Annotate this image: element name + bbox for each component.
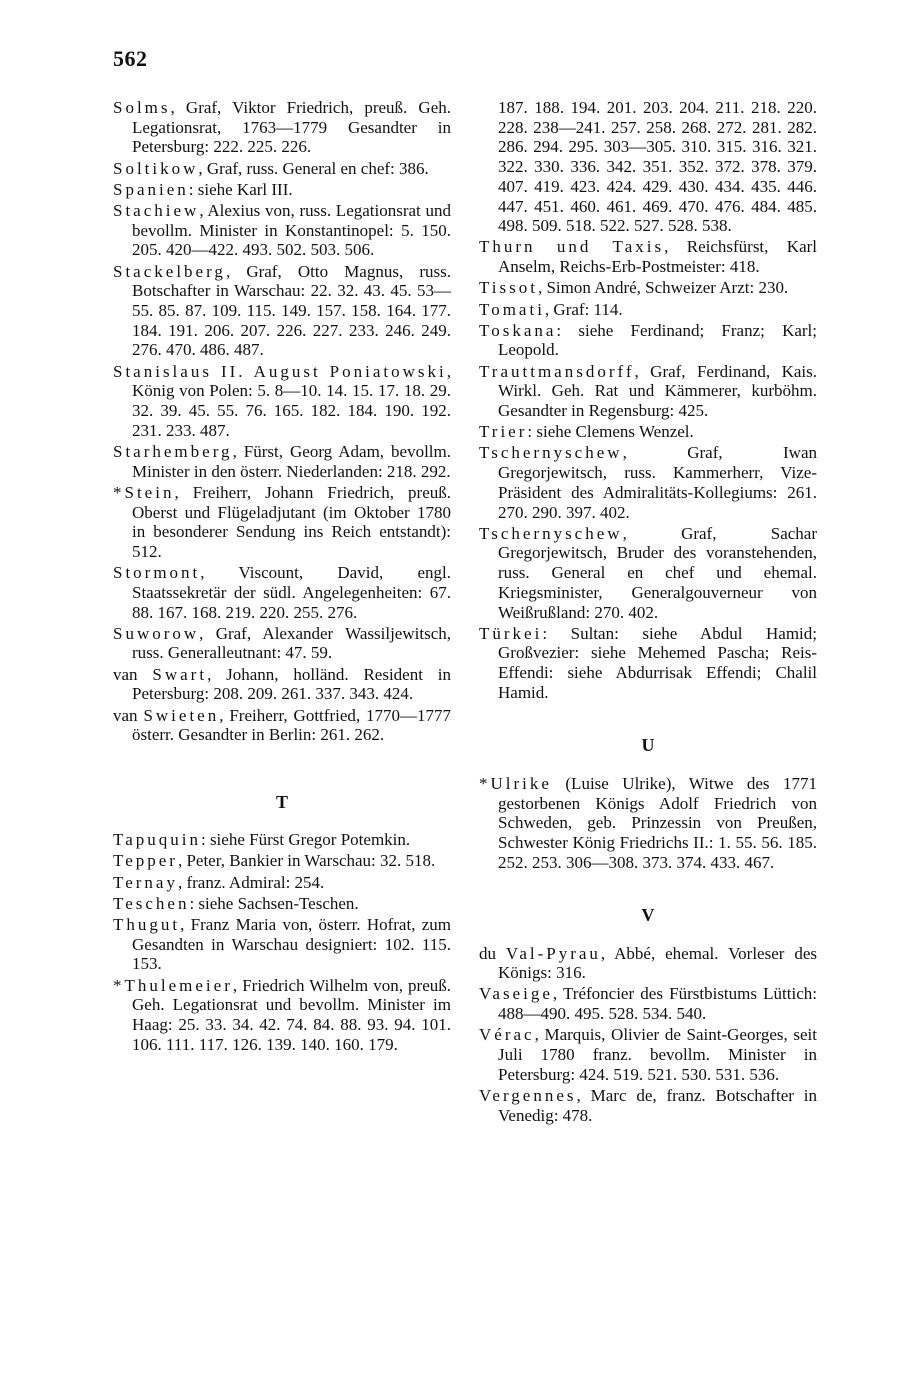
left-column bbox=[113, 98, 451, 1056]
entry-head: Tapuquin bbox=[113, 830, 201, 850]
entry-text: (Luise Ulrike), Witwe des 1771 gestorbenen Königs Adolf Friedrich von Schweden, geb. Prinzessin von Preußen, Schwester König Friedrichs II.: 1. 55. 56. 185. 252. 253. 306—308. 373. 374. 433. 467. bbox=[498, 773, 817, 872]
entry-head: Trauttmansdorff bbox=[479, 361, 635, 381]
entry-head: Teschen bbox=[113, 893, 190, 913]
index-entry bbox=[113, 442, 451, 481]
entry-head: Tschernyschew bbox=[479, 443, 623, 463]
entry-text: , Marquis, Olivier de Saint-Georges, seit Juli 1780 franz. bevollm. Minister in Petersburg: 424. 519. 521. 530. 531. 536. bbox=[498, 1025, 817, 1084]
index-entry bbox=[479, 300, 817, 320]
index-entry bbox=[113, 894, 451, 914]
entry-text: , Graf, Ferdinand, Kais. Wirkl. Geh. Rat und Kämmerer, kurböhm. Gesandter in Regensburg: 425. bbox=[498, 361, 817, 421]
continuation-text: 187. 188. 194. 201. 203. 204. 211. 218. 220. 228. 238—241. 257. 258. 268. 272. 281. 282. 286. 294. 295. 303—305. 310. 315. 316. 321. 322. 330. 336. 342. 351. 352. 372. 378. 379. 407. 419. 423. 424. 429. 430. 434. 435. 446. 447. 451. 460. 461. 469. 470. 476. 484. 485. 498. 509. 518. 522. 527. 528. 538. bbox=[498, 98, 817, 236]
index-entry bbox=[479, 443, 817, 522]
entry-text: , Franz Maria von, österr. Hofrat, zum Gesandten in Warschau designiert: 102. 115. 153. bbox=[132, 915, 451, 974]
index-entry bbox=[113, 706, 451, 745]
index-entry bbox=[479, 624, 817, 703]
index-entry bbox=[479, 278, 817, 298]
entry-head: Solms bbox=[113, 98, 171, 117]
entry-text: : siehe Ferdinand; Franz; Karl; Leopold. bbox=[498, 320, 817, 360]
entry-text: , Freiherr, Gottfried, 1770—1777 österr. Gesandter in Berlin: 261. 262. bbox=[132, 705, 452, 745]
index-entry bbox=[113, 665, 451, 704]
entry-text: , Peter, Bankier in Warschau: 32. 518. bbox=[177, 851, 436, 871]
entry-text: , Graf, Alexander Wassiljewitsch, russ. Generalleutnant: 47. 59. bbox=[132, 623, 451, 663]
entry-text: , König von Polen: 5. 8—10. 14. 15. 17. 18. 29. 32. 39. 45. 55. 76. 165. 182. 184. 190. 192. 231. 233. 487. bbox=[132, 361, 451, 440]
entry-head: Vérac bbox=[479, 1025, 535, 1045]
entry-text: , Freiherr, Johann Friedrich, preuß. Oberst und Flügeladjutant (im Oktober 1780 in besonderer Sendung ins Reich entstandt): 512. bbox=[132, 482, 451, 561]
entry-head: Val-Pyrau bbox=[505, 943, 601, 963]
entry-head: Trier bbox=[479, 422, 528, 442]
index-entry bbox=[479, 422, 817, 442]
entry-head: Ternay bbox=[113, 872, 178, 892]
index-entry bbox=[479, 524, 817, 623]
entry-head: Vaseige bbox=[479, 984, 553, 1004]
entry-text: , Graf: 114. bbox=[544, 299, 623, 319]
entry-text: , Graf, Iwan Gregorjewitsch, russ. Kammerherr, Vize-Präsident des Admiralitäts-Kollegiums: 261. 270. 290. 397. 402. bbox=[498, 443, 817, 522]
index-entry bbox=[479, 1086, 817, 1125]
entry-head: Swieten bbox=[143, 705, 220, 725]
entries-t bbox=[113, 830, 451, 1054]
entries-s bbox=[113, 98, 451, 745]
entry-head: Vergennes bbox=[479, 1085, 577, 1105]
entry-head: Stormont bbox=[113, 563, 201, 583]
page-number: 562 bbox=[113, 46, 148, 71]
section-letter-t: T bbox=[275, 791, 288, 812]
index-entry bbox=[113, 159, 451, 179]
entries-t-continued bbox=[479, 237, 817, 702]
entry-text: , franz. Admiral: 254. bbox=[177, 872, 325, 892]
index-entry bbox=[479, 984, 817, 1023]
entry-text: , Graf, Viktor Friedrich, preuß. Geh. Legationsrat, 1763—1779 Gesandter in Petersburg: 222. 225. 226. bbox=[132, 98, 451, 157]
index-entry bbox=[113, 915, 451, 974]
entry-prefix: van bbox=[113, 705, 144, 725]
section-letter-v: V bbox=[641, 904, 655, 925]
entry-text: : siehe Fürst Gregor Potemkin. bbox=[200, 830, 411, 850]
entry-text: , Friedrich Wilhelm von, preuß. Geh. Legationsrat und bevollm. Minister im Haag: 25. 33. 34. 42. 74. 84. 88. 93. 94. 101. 106. 111. 117. 126. 139. 140. 160. 179. bbox=[132, 975, 451, 1054]
entry-text: , Tréfoncier des Fürstbistums Lüttich: 488—490. 495. 528. 534. 540. bbox=[498, 984, 817, 1024]
entry-head: Stackelberg bbox=[113, 261, 226, 281]
entry-head: Türkei bbox=[479, 623, 543, 643]
entry-text: , Viscount, David, engl. Staatssekretär der südl. Angelegenheiten: 67. 88. 167. 168. 219. 220. 255. 276. bbox=[132, 563, 451, 622]
index-entry bbox=[113, 483, 451, 562]
entry-head: Tissot bbox=[479, 278, 538, 298]
index-entry bbox=[113, 624, 451, 663]
index-entry bbox=[113, 98, 451, 157]
entries-u bbox=[479, 774, 817, 873]
entry-head: Toskana bbox=[479, 320, 557, 340]
entries-v bbox=[479, 944, 817, 1126]
index-entry bbox=[479, 944, 817, 983]
entry-text: , Graf, Otto Magnus, russ. Botschafter in Warschau: 22. 32. 43. 45. 53—55. 85. 87. 109. 115. 149. 157. 158. 164. 177. 184. 191. 206. 207. 226. 227. 233. 246. 249. 276. 470. 486. 487. bbox=[132, 261, 451, 360]
entry-text: : siehe Sachsen-Teschen. bbox=[189, 893, 359, 913]
index-entry bbox=[479, 774, 817, 873]
entry-head: Suworow bbox=[113, 623, 200, 643]
index-entry bbox=[479, 321, 817, 360]
entry-head: Soltikow bbox=[113, 158, 199, 178]
section-letter-u: U bbox=[641, 735, 655, 756]
index-entry bbox=[479, 237, 817, 276]
entry-head: Stanislaus II. August Poniatowski bbox=[113, 361, 447, 381]
entry-text: , Abbé, ehemal. Vorleser des Königs: 316. bbox=[498, 943, 817, 983]
index-entry bbox=[113, 976, 451, 1055]
entry-head: Thugut bbox=[113, 915, 181, 935]
entry-head: Starhemberg bbox=[113, 441, 233, 461]
index-entry bbox=[113, 851, 451, 871]
entry-head: *Thulemeier bbox=[113, 975, 233, 995]
entry-head: Stachiew bbox=[113, 201, 200, 221]
index-entry bbox=[113, 830, 451, 850]
entry-text: : Sultan: siehe Abdul Hamid; Großvezier: siehe Mehemed Pascha; Reis-Effendi: siehe Abdurrisak Effendi; Chalil Hamid. bbox=[498, 623, 817, 702]
index-entry bbox=[113, 180, 451, 200]
entry-head: Thurn und Taxis bbox=[479, 237, 665, 257]
index-entry bbox=[113, 201, 451, 260]
entry-head: Spanien bbox=[113, 179, 189, 199]
entry-text: , Graf, russ. General en chef: 386. bbox=[198, 158, 429, 178]
entry-text: : siehe Clemens Wenzel. bbox=[527, 422, 694, 442]
entry-text: : siehe Karl III. bbox=[188, 179, 293, 199]
entry-prefix: van bbox=[113, 664, 153, 684]
right-column bbox=[479, 98, 817, 1127]
entry-text: , Reichsfürst, Karl Anselm, Reichs-Erb-Postmeister: 418. bbox=[498, 237, 817, 277]
entry-head: *Stein bbox=[113, 482, 175, 502]
entry-prefix: du bbox=[479, 943, 506, 963]
entry-head: Tomati bbox=[479, 299, 545, 319]
index-entry bbox=[113, 563, 451, 622]
entry-head: Tschernyschew bbox=[479, 523, 623, 543]
entry-text: , Graf, Sachar Gregorjewitsch, Bruder des voranstehenden, russ. General en chef und ehemal. Kriegsminister, Generalgouverneur von Weißrußland: 270. 402. bbox=[498, 523, 817, 622]
index-entry bbox=[113, 362, 451, 441]
entry-text: , Fürst, Georg Adam, bevollm. Minister in den österr. Niederlanden: 218. 292. bbox=[132, 441, 451, 481]
index-entry bbox=[113, 873, 451, 893]
entry-head: *Ulrike bbox=[479, 773, 552, 793]
entry-text: , Simon André, Schweizer Arzt: 230. bbox=[537, 278, 789, 298]
index-entry bbox=[479, 1025, 817, 1084]
index-entry bbox=[479, 362, 817, 421]
entry-head: Tepper bbox=[113, 851, 178, 871]
entry-head: Swart bbox=[152, 664, 208, 684]
index-entry bbox=[113, 262, 451, 361]
entry-text: , Johann, holländ. Resident in Petersburg: 208. 209. 261. 337. 343. 424. bbox=[132, 664, 452, 704]
entry-text: , Marc de, franz. Botschafter in Venedig: 478. bbox=[498, 1085, 817, 1125]
entry-text: , Alexius von, russ. Legationsrat und bevollm. Minister in Konstantinopel: 5. 150. 205. 420—422. 493. 502. 503. 506. bbox=[132, 201, 451, 260]
